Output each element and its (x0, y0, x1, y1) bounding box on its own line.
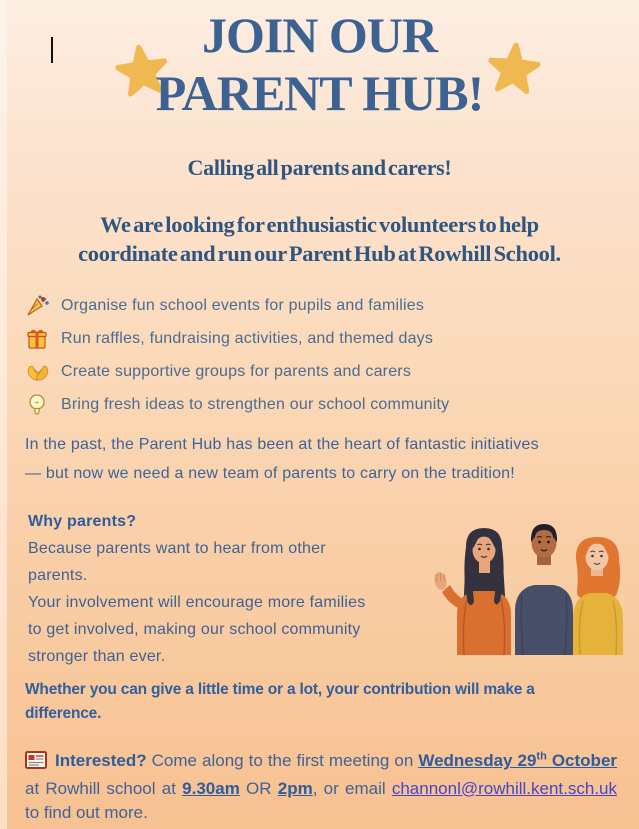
light-bulb-icon (25, 393, 51, 417)
gift-icon (25, 327, 51, 351)
list-item (25, 289, 449, 322)
bullet-list (25, 289, 449, 421)
pitch-line-2: coordinate and run our Parent Hub at Rowhill School. (78, 241, 561, 266)
footer-text: to find out more. (25, 803, 148, 822)
calendar-icon (25, 751, 47, 777)
footer-text: at Rowhill school at (25, 778, 183, 798)
list-item-label: Run raffles, fundraising activities, and themed days (61, 329, 434, 347)
list-item (25, 322, 449, 355)
interested-label: Interested? (55, 751, 147, 770)
footer-text: , or email (312, 778, 392, 798)
pitch-paragraph (0, 210, 639, 268)
contribution-paragraph (25, 678, 635, 726)
meeting-date (418, 751, 617, 770)
party-popper-icon (25, 294, 51, 318)
why-line: parents. (28, 567, 88, 584)
list-item (25, 388, 449, 421)
email-link[interactable]: channonl@rowhill.kent.sch.uk (391, 778, 617, 798)
why-line: Your involvement will encourage more families (28, 594, 366, 611)
pitch-line-1: We are looking for enthusiastic volunteers to help (100, 212, 539, 237)
handshake-icon (25, 360, 51, 384)
title-line-2: PARENT HUB! (155, 65, 484, 121)
three-parents-illustration (427, 517, 639, 655)
why-line: stronger than ever. (28, 648, 166, 665)
footer-text: OR (239, 778, 278, 798)
list-item-label: Create supportive groups for parents and carers (61, 362, 412, 380)
why-parents-heading: Why parents? (28, 513, 137, 530)
contribution-line-1: Whether you can give a little time or a lot, your contribution will make a (25, 681, 535, 698)
woman-left-figure (433, 528, 511, 655)
meeting-time-2: 2pm (277, 778, 313, 798)
why-parents-section (28, 508, 438, 670)
woman-right-figure (573, 537, 623, 655)
past-line-2: — but now we need a new team of parents to carry on the tradition! (25, 465, 515, 482)
past-line-1: In the past, the Parent Hub has been at the heart of fantastic initiatives (25, 436, 539, 453)
list-item (25, 355, 449, 388)
date-rest: October (546, 751, 618, 770)
page-title (0, 6, 639, 122)
list-item-label: Organise fun school events for pupils and families (61, 296, 425, 314)
interested-paragraph (25, 749, 617, 826)
contribution-line-2: difference. (25, 705, 102, 722)
page-edge-highlight (0, 0, 7, 829)
title-line-1: JOIN OUR (201, 7, 438, 63)
why-line: Because parents want to hear from other (28, 540, 326, 557)
man-figure (515, 524, 573, 655)
why-line: to get involved, making our school community (28, 621, 361, 638)
date-ordinal: th (536, 750, 547, 763)
past-paragraph (25, 430, 625, 488)
subtitle: Calling all parents and carers! (187, 155, 452, 180)
date-main: Wednesday 29 (418, 751, 537, 770)
footer-text: Come along to the first meeting on (146, 751, 419, 770)
meeting-time-1: 9.30am (182, 778, 240, 798)
list-item-label: Bring fresh ideas to strengthen our school community (61, 395, 450, 413)
